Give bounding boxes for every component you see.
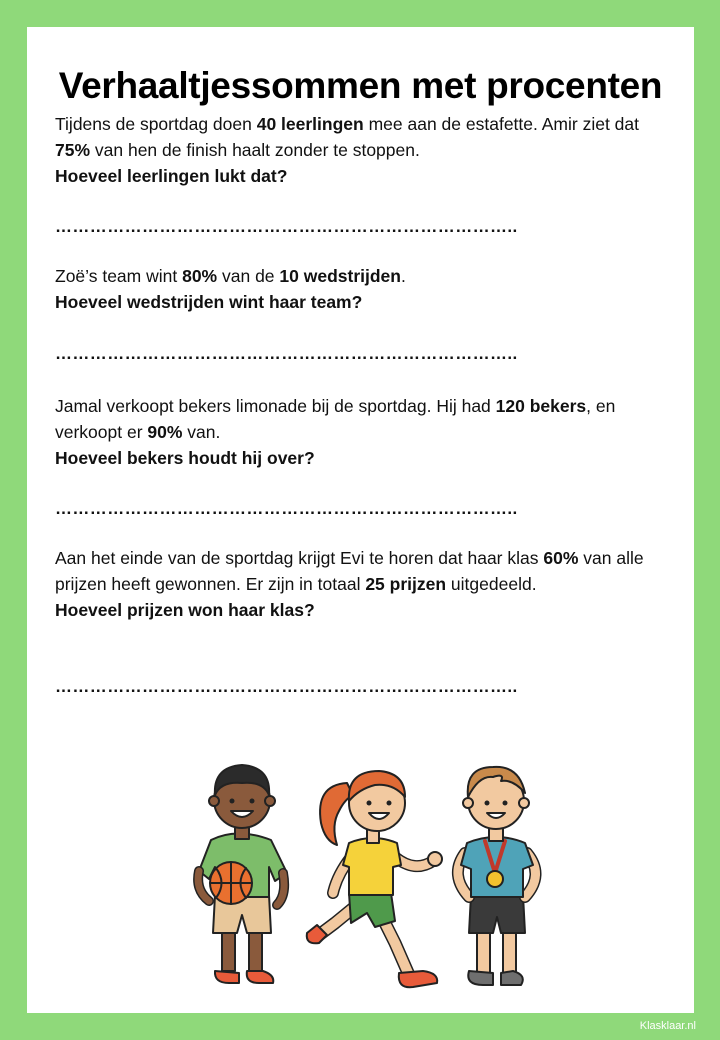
problem-2: Zoë’s team wint 80% van de 10 wedstrijden. Hoeveel wedstrijden wint haar team? bbox=[55, 263, 655, 315]
worksheet bbox=[27, 27, 694, 1013]
answer-line-4[interactable]: …………………………………………………………………….. bbox=[55, 677, 518, 696]
question-1: Hoeveel leerlingen lukt dat? bbox=[55, 166, 288, 186]
medal-boy-illustration bbox=[458, 767, 536, 985]
running-girl-illustration bbox=[307, 771, 442, 987]
question-4: Hoeveel prijzen won haar klas? bbox=[55, 600, 315, 620]
page-title: Verhaaltjessommen met procenten bbox=[58, 65, 663, 106]
footer-credit: Klasklaar.nl bbox=[639, 1020, 696, 1032]
answer-line-3[interactable]: …………………………………………………………………….. bbox=[55, 499, 518, 518]
problem-4: Aan het einde van de sportdag krijgt Evi te horen dat haar klas 60% van alle prijzen heeft gewonnen. Er zijn in totaal 25 prijzen uitgedeeld. Hoeveel prijzen won haar klas? bbox=[55, 545, 655, 623]
question-2: Hoeveel wedstrijden wint haar team? bbox=[55, 292, 363, 312]
answer-line-2[interactable]: …………………………………………………………………….. bbox=[55, 344, 518, 363]
problem-3: Jamal verkoopt bekers limonade bij de sportdag. Hij had 120 bekers, en verkoopt er 90% van. Hoeveel bekers houdt hij over? bbox=[55, 393, 655, 471]
answer-line-1[interactable]: …………………………………………………………………….. bbox=[55, 217, 518, 236]
basketball-boy-illustration bbox=[198, 765, 287, 983]
kids-illustration bbox=[187, 745, 547, 1007]
question-3: Hoeveel bekers houdt hij over? bbox=[55, 448, 315, 468]
problem-1: Tijdens de sportdag doen 40 leerlingen mee aan de estafette. Amir ziet dat 75% van hen de finish haalt zonder te stoppen. Hoeveel leerlingen lukt dat? bbox=[55, 111, 655, 189]
